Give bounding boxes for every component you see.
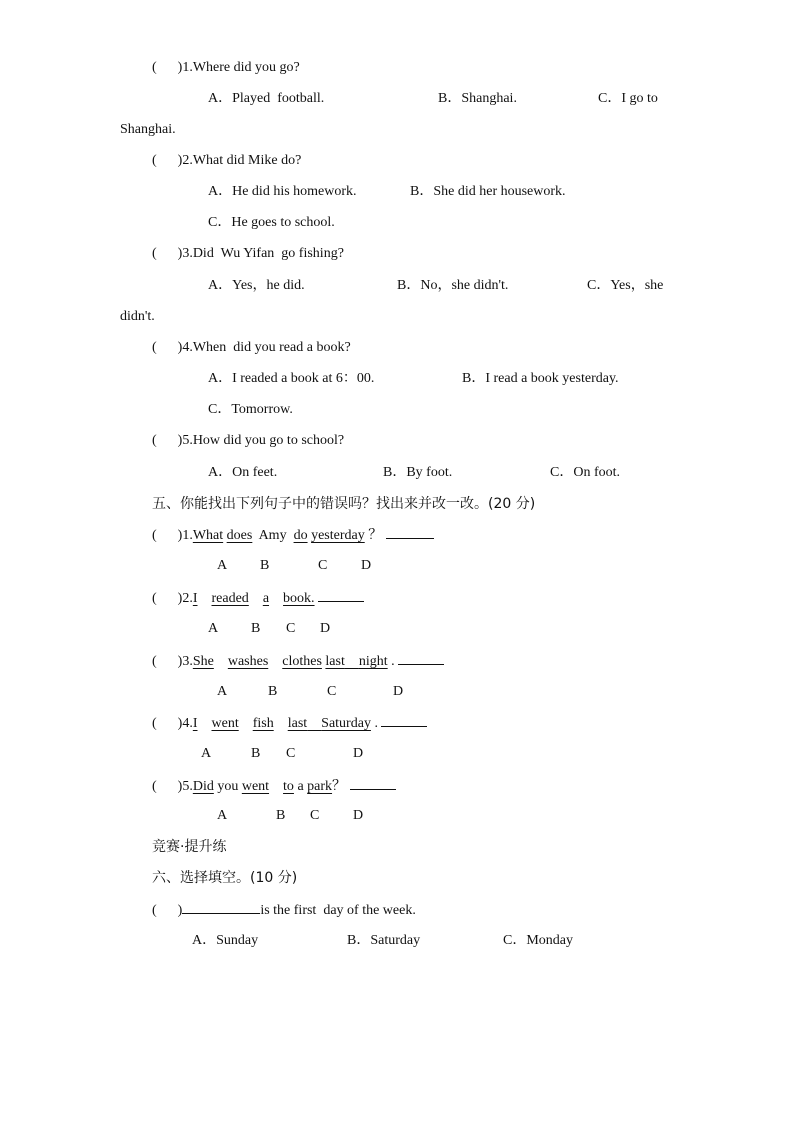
q5-5-word-article: a [297, 779, 304, 794]
q5-3-word-b: washes [227, 654, 269, 669]
q4-3-option-b: B．No，she didn't. [397, 278, 509, 293]
q5-1-letter-b: B [260, 558, 270, 573]
q4-2-stem: ( )2.What did Mike do? [152, 153, 302, 168]
q5-5-word-c: to [283, 779, 294, 794]
q5-1-answer-blank [386, 526, 434, 539]
q5-1-word-d: yesterday [311, 528, 365, 543]
q5-2-word-c: a [262, 591, 270, 606]
q5-5-letter-b: B [276, 808, 286, 823]
q5-3-letter-a: A [217, 684, 228, 699]
q5-4-word-c: fish [252, 716, 274, 731]
q6-1-answer-blank [182, 901, 260, 914]
q5-4-word-a: I [192, 716, 198, 731]
q5-4-letter-a: A [201, 746, 212, 761]
q5-2-letter-c: C [286, 621, 296, 636]
q5-2-letter-a: A [208, 621, 219, 636]
q5-4-prefix: ( )4. [152, 716, 193, 731]
q4-5-option-a: A．On feet. [208, 465, 278, 480]
q5-5-answer-blank [350, 777, 396, 790]
q5-3-letter-b: B [268, 684, 278, 699]
q6-1-option-a: A．Sunday [192, 933, 259, 948]
q4-2-option-a: A．He did his homework. [208, 184, 357, 199]
q4-3-option-a: A．Yes，he did. [208, 278, 305, 293]
q5-2-sentence [152, 589, 364, 608]
q5-1-word-c: do [293, 528, 308, 543]
q4-1-option-c: C．I go to [598, 91, 658, 106]
q5-2-word-a: I [192, 591, 198, 606]
q5-1-prefix: ( )1. [152, 528, 193, 543]
q5-2-word-b: readed [211, 591, 249, 606]
q5-5-word: you [217, 779, 239, 794]
part5-title: 五、你能找出下列句子中的错误吗？找出来并改一改。(20 分) [152, 496, 536, 512]
q4-5-option-c: C．On foot. [550, 465, 620, 480]
q5-4-word-d2: Saturday [321, 716, 371, 731]
q5-5-sentence [152, 777, 396, 796]
q4-4-option-c: C．Tomorrow. [208, 402, 293, 417]
q5-5-word-d: park [307, 779, 333, 794]
q4-5-stem: ( )5.How did you go to school? [152, 433, 345, 448]
q5-1-letter-c: C [318, 558, 328, 573]
q4-3-option-c: C．Yes，she [587, 278, 664, 293]
part6-title: 六、选择填空。(10 分) [152, 870, 298, 886]
q5-3-word-d1: last [325, 654, 345, 669]
q4-4-option-b: B．I read a book yesterday. [462, 371, 619, 386]
q5-1-sentence [152, 526, 434, 545]
q4-2-option-c: C．He goes to school. [208, 215, 335, 230]
q5-1-letter-a: A [217, 558, 228, 573]
q6-1-option-c: C．Monday [503, 933, 573, 948]
q6-1-sentence [152, 901, 416, 920]
q5-5-letter-d: D [353, 808, 364, 823]
q5-5-letter-c: C [310, 808, 320, 823]
q5-1-word-a: What [192, 528, 224, 543]
q4-1-stem: ( )1.Where did you go? [152, 60, 300, 75]
q5-5-word-b: went [241, 779, 270, 794]
q5-3-letter-c: C [327, 684, 337, 699]
q5-3-sentence: ( )3.She washes clothes last night . [152, 652, 444, 671]
q5-1-word: Amy [258, 528, 287, 543]
q5-4-letter-b: B [251, 746, 261, 761]
q6-1-option-b: B．Saturday [347, 933, 421, 948]
q4-3-option-c-cont: didn't. [120, 309, 155, 324]
q5-1-end: ？ [368, 528, 383, 543]
q5-3-word-c: clothes [282, 654, 322, 669]
q5-4-word-b: went [211, 716, 239, 731]
q5-5-end: ？ [332, 779, 347, 794]
q5-2-word-d: book. [283, 591, 315, 606]
q5-4-letter-c: C [286, 746, 296, 761]
q5-2-prefix: ( )2. [152, 591, 193, 606]
q5-4-answer-blank [381, 714, 427, 727]
q4-5-option-b: B．By foot. [383, 465, 453, 480]
q6-1-rest: is the first day of the week. [260, 903, 416, 918]
q4-2-option-b: B．She did her housework. [410, 184, 566, 199]
q5-2-letter-b: B [251, 621, 261, 636]
q5-2-answer-blank [318, 589, 364, 602]
q5-3-prefix: ( )3. [152, 654, 193, 669]
q4-4-stem: ( )4.When did you read a book? [152, 340, 351, 355]
q6-1-prefix: ( ) [152, 903, 183, 918]
q5-3-word-d2: night [358, 654, 388, 669]
q5-3-answer-blank [398, 652, 444, 665]
q4-1-option-b: B．Shanghai. [438, 91, 517, 106]
q5-1-letter-d: D [361, 558, 372, 573]
q5-1-word-b: does [226, 528, 253, 543]
q5-4-sentence: ( )4.I went fish last Saturday . [152, 714, 427, 733]
contest-label: 竞赛·提升练 [152, 839, 227, 855]
q5-4-letter-d: D [353, 746, 364, 761]
q5-2-letter-d: D [320, 621, 331, 636]
q5-3-word-a: She [192, 654, 214, 669]
q5-3-letter-d: D [393, 684, 404, 699]
q4-1-option-c-cont: Shanghai. [120, 122, 176, 137]
q5-5-prefix: ( )5. [152, 779, 193, 794]
q5-4-word-d1: last [287, 716, 308, 731]
q4-4-option-a: A．I readed a book at 6：00. [208, 371, 375, 386]
q5-5-word-a: Did [192, 779, 214, 794]
q4-3-stem: ( )3.Did Wu Yifan go fishing? [152, 246, 344, 261]
q4-1-option-a: A．Played football. [208, 91, 325, 106]
q5-5-letter-a: A [217, 808, 228, 823]
